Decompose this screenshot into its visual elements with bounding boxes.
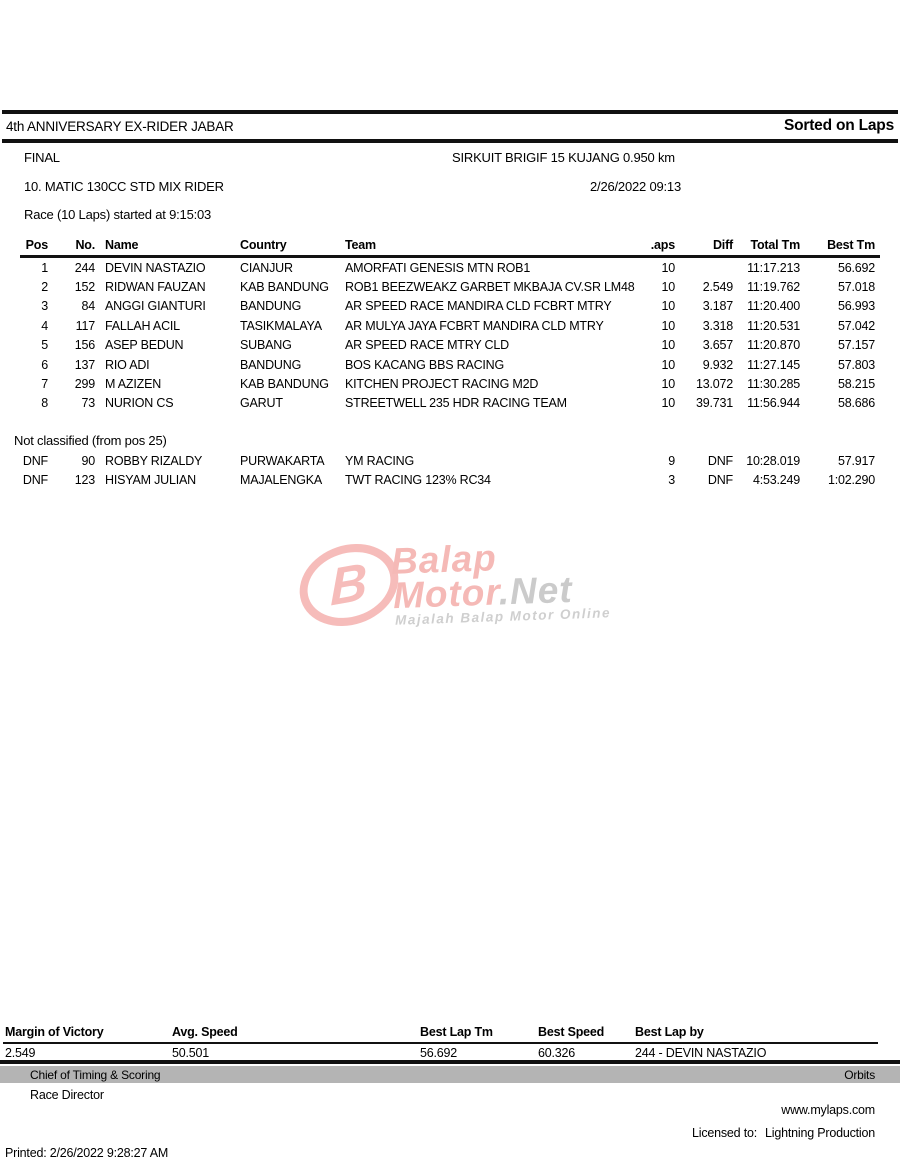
summary-col-margin: Margin of Victory [5, 1025, 104, 1039]
row-best-time: 56.692 [837, 260, 875, 275]
row-laps: 3 [668, 473, 675, 488]
row-diff: 3.657 [702, 338, 733, 353]
row-number: 123 [74, 473, 95, 488]
session-datetime: 2/26/2022 09:13 [590, 179, 681, 194]
row-laps: 10 [661, 338, 675, 353]
row-total-time: 11:30.285 [747, 377, 800, 392]
row-pos: 5 [41, 338, 48, 353]
row-team: ROB1 BEEZWEAKZ GARBET MKBAJA CV.SR LM48 [345, 280, 635, 295]
row-team: TWT RACING 123% RC34 [345, 473, 491, 488]
not-classified-label: Not classified (from pos 25) [14, 433, 167, 448]
col-team: Team [345, 238, 376, 252]
row-total-time: 11:56.944 [747, 396, 800, 411]
event-title: 4th ANNIVERSARY EX-RIDER JABAR [6, 119, 234, 134]
row-team: STREETWELL 235 HDR RACING TEAM [345, 396, 567, 411]
table-row [0, 451, 875, 470]
summary-avg-speed-value: 50.501 [172, 1046, 210, 1060]
row-pos: 1 [41, 260, 48, 275]
row-laps: 10 [661, 377, 675, 392]
row-diff: 13.072 [695, 377, 733, 392]
row-country: GARUT [240, 396, 283, 411]
row-pos: 2 [41, 280, 48, 295]
table-row [0, 355, 875, 374]
row-best-time: 58.686 [837, 396, 875, 411]
table-row [0, 277, 875, 296]
balapmotor-logo-icon [297, 536, 401, 634]
row-best-time: 57.157 [837, 338, 875, 353]
row-country: BANDUNG [240, 357, 302, 372]
row-team: KITCHEN PROJECT RACING M2D [345, 377, 539, 392]
row-rider-name: RIO ADI [105, 357, 150, 372]
row-total-time: 11:20.870 [747, 338, 800, 353]
race-director-label: Race Director [30, 1088, 104, 1102]
row-diff: 9.932 [702, 357, 733, 372]
row-laps: 10 [661, 260, 675, 275]
row-country: KAB BANDUNG [240, 377, 329, 392]
row-team: BOS KACANG BBS RACING [345, 357, 505, 372]
row-best-time: 57.917 [837, 453, 875, 468]
row-team: AR MULYA JAYA FCBRT MANDIRA CLD MTRY [345, 318, 604, 333]
printed-timestamp: Printed: 2/26/2022 9:28:27 AM [5, 1146, 169, 1160]
row-number: 152 [74, 280, 95, 295]
row-diff: 39.731 [695, 396, 733, 411]
signature-bar [0, 1066, 900, 1083]
col-laps: .aps [650, 238, 675, 252]
watermark-net: .Net [497, 568, 574, 613]
row-pos: 8 [41, 396, 48, 411]
results-table-header [0, 238, 875, 252]
row-pos: 3 [41, 299, 48, 314]
row-total-time: 11:19.762 [747, 280, 800, 295]
race-start-note: Race (10 Laps) started at 9:15:03 [24, 207, 212, 222]
watermark-motor: Motor [392, 571, 500, 617]
row-total-time: 4:53.249 [752, 473, 800, 488]
row-rider-name: ANGGI GIANTURI [105, 299, 206, 314]
summary-best-lap-value: 56.692 [420, 1046, 458, 1060]
watermark-balap-text: Balap [390, 537, 498, 582]
summary-col-best-speed: Best Speed [538, 1025, 605, 1039]
row-pos: 7 [41, 377, 48, 392]
header-bottom-rule [2, 139, 898, 143]
row-rider-name: HISYAM JULIAN [105, 473, 196, 488]
row-total-time: 11:27.145 [747, 357, 800, 372]
logo-letter: B [330, 552, 368, 618]
summary-best-speed-value: 60.326 [538, 1046, 576, 1060]
row-diff: 3.187 [702, 299, 733, 314]
classified-results [0, 258, 875, 413]
col-diff: Diff [712, 238, 733, 252]
summary-bottom-rule [0, 1060, 900, 1064]
mylaps-website: www.mylaps.com [781, 1103, 875, 1117]
licensed-to-label: Licensed to: [692, 1126, 758, 1140]
watermark-tagline: Majalah Balap Motor Online [394, 605, 612, 628]
row-laps: 10 [661, 318, 675, 333]
table-row [0, 316, 875, 335]
row-best-time: 57.803 [837, 357, 875, 372]
row-pos: 6 [41, 357, 48, 372]
row-number: 244 [74, 260, 95, 275]
row-laps: 10 [661, 357, 675, 372]
col-country: Country [240, 238, 287, 252]
row-diff: DNF [707, 473, 733, 488]
row-total-time: 11:20.400 [747, 299, 800, 314]
row-total-time: 11:20.531 [747, 318, 800, 333]
row-team: AMORFATI GENESIS MTN ROB1 [345, 260, 531, 275]
row-country: BANDUNG [240, 299, 302, 314]
row-number: 299 [74, 377, 95, 392]
row-team: AR SPEED RACE MANDIRA CLD FCBRT MTRY [345, 299, 612, 314]
row-rider-name: NURION CS [105, 396, 174, 411]
row-country: MAJALENGKA [240, 473, 323, 488]
row-team: AR SPEED RACE MTRY CLD [345, 338, 509, 353]
row-number: 73 [81, 396, 95, 411]
summary-col-best-lap-by: Best Lap by [635, 1025, 704, 1039]
chief-of-timing-label: Chief of Timing & Scoring [30, 1067, 161, 1082]
summary-best-lap-by-value: 244 - DEVIN NASTAZIO [635, 1046, 767, 1060]
row-rider-name: RIDWAN FAUZAN [105, 280, 206, 295]
col-name: Name [105, 238, 139, 252]
orbits-label: Orbits [844, 1067, 875, 1082]
row-pos: DNF [22, 453, 48, 468]
table-row [0, 297, 875, 316]
row-number: 156 [74, 338, 95, 353]
row-total-time: 10:28.019 [746, 453, 800, 468]
sorted-on-label: Sorted on Laps [783, 117, 894, 134]
licensed-to-line [692, 1126, 875, 1140]
col-best-tm: Best Tm [827, 238, 875, 252]
row-best-time: 56.993 [837, 299, 875, 314]
row-best-time: 57.042 [837, 318, 875, 333]
table-row [0, 258, 875, 277]
row-best-time: 57.018 [837, 280, 875, 295]
row-country: SUBANG [240, 338, 292, 353]
row-best-time: 58.215 [837, 377, 875, 392]
row-rider-name: DEVIN NASTAZIO [105, 260, 206, 275]
class-label: 10. MATIC 130CC STD MIX RIDER [24, 179, 224, 194]
row-number: 90 [81, 453, 95, 468]
table-row [0, 394, 875, 413]
row-laps: 10 [661, 280, 675, 295]
session-label: FINAL [24, 150, 60, 165]
row-team: YM RACING [345, 453, 415, 468]
table-row [0, 470, 875, 489]
col-no: No. [75, 238, 95, 252]
row-total-time: 11:17.213 [747, 260, 800, 275]
col-pos: Pos [25, 238, 48, 252]
row-pos: 4 [41, 318, 48, 333]
summary-col-avg-speed: Avg. Speed [172, 1025, 238, 1039]
row-number: 137 [74, 357, 95, 372]
not-classified-results [0, 451, 875, 490]
col-total-tm: Total Tm [750, 238, 800, 252]
watermark-motor-net-text [392, 569, 573, 617]
row-country: TASIKMALAYA [240, 318, 322, 333]
row-number: 84 [81, 299, 95, 314]
balapmotor-watermark [293, 537, 653, 643]
row-rider-name: ASEP BEDUN [105, 338, 184, 353]
row-diff: 3.318 [702, 318, 733, 333]
table-row [0, 374, 875, 393]
row-laps: 9 [668, 453, 675, 468]
row-number: 117 [75, 318, 95, 333]
table-row [0, 336, 875, 355]
row-rider-name: M AZIZEN [105, 377, 162, 392]
summary-col-best-lap: Best Lap Tm [420, 1025, 493, 1039]
row-laps: 10 [661, 299, 675, 314]
licensed-to-value: Lightning Production [765, 1126, 875, 1140]
row-country: PURWAKARTA [240, 453, 325, 468]
row-country: KAB BANDUNG [240, 280, 329, 295]
summary-header-rule [3, 1042, 878, 1044]
row-country: CIANJUR [240, 260, 293, 275]
row-rider-name: ROBBY RIZALDY [105, 453, 203, 468]
row-best-time: 1:02.290 [827, 473, 875, 488]
row-diff: DNF [707, 453, 733, 468]
row-diff: 2.549 [702, 280, 733, 295]
header-top-rule [2, 110, 898, 114]
row-pos: DNF [22, 473, 48, 488]
summary-margin-value: 2.549 [5, 1046, 36, 1060]
row-rider-name: FALLAH ACIL [105, 318, 180, 333]
circuit-label: SIRKUIT BRIGIF 15 KUJANG 0.950 km [452, 150, 675, 165]
row-laps: 10 [661, 396, 675, 411]
